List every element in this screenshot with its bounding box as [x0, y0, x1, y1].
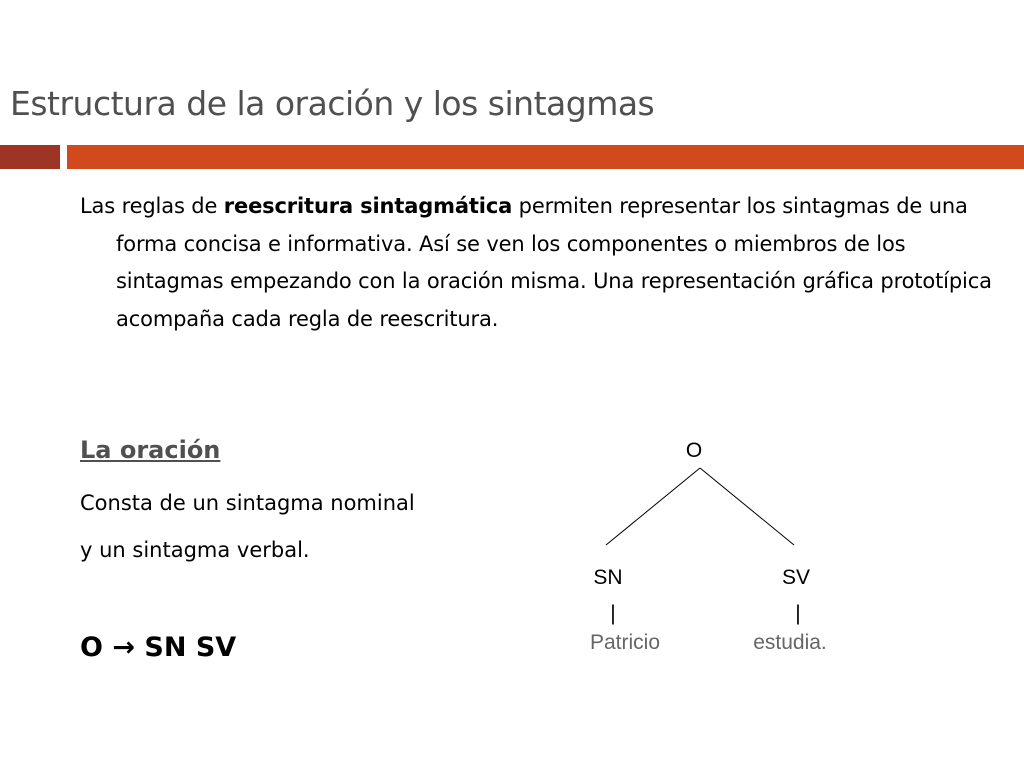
intro-paragraph [80, 188, 996, 338]
tree-right-word: estudia. [753, 631, 827, 654]
tree-branch-right [700, 468, 794, 545]
section-line-2: y un sintagma verbal. [80, 538, 310, 562]
rewrite-rule: O → SN SV [80, 632, 237, 663]
section-line-1: Consta de un sintagma nominal [80, 491, 415, 515]
tree-root-node: O [685, 439, 703, 462]
tree-right-node: SV [781, 566, 811, 589]
tree-left-connector: | [610, 602, 616, 625]
intro-text-start: Las reglas de [80, 194, 224, 218]
tree-left-node: SN [593, 566, 623, 589]
section-heading: La oración [80, 436, 221, 464]
tree-left-word: Patricio [589, 631, 661, 654]
tree-branch-left [606, 468, 700, 545]
slide-title: Estructura de la oración y los sintagmas [10, 84, 655, 123]
intro-bold-term: reescritura sintagmática [223, 194, 513, 218]
tree-right-connector: | [795, 602, 801, 625]
title-accent-bar-left [0, 145, 60, 169]
syntax-tree-diagram [560, 420, 860, 670]
title-accent-bar-right [67, 145, 1024, 169]
intro-text-end: permiten representar los sintagmas de una forma concisa e informativa. Así se ven los componentes o miembros de los sintagmas empezando con la oración misma. Una representación gráfica prototípica acompaña cada regla de reescritura. [116, 194, 992, 331]
